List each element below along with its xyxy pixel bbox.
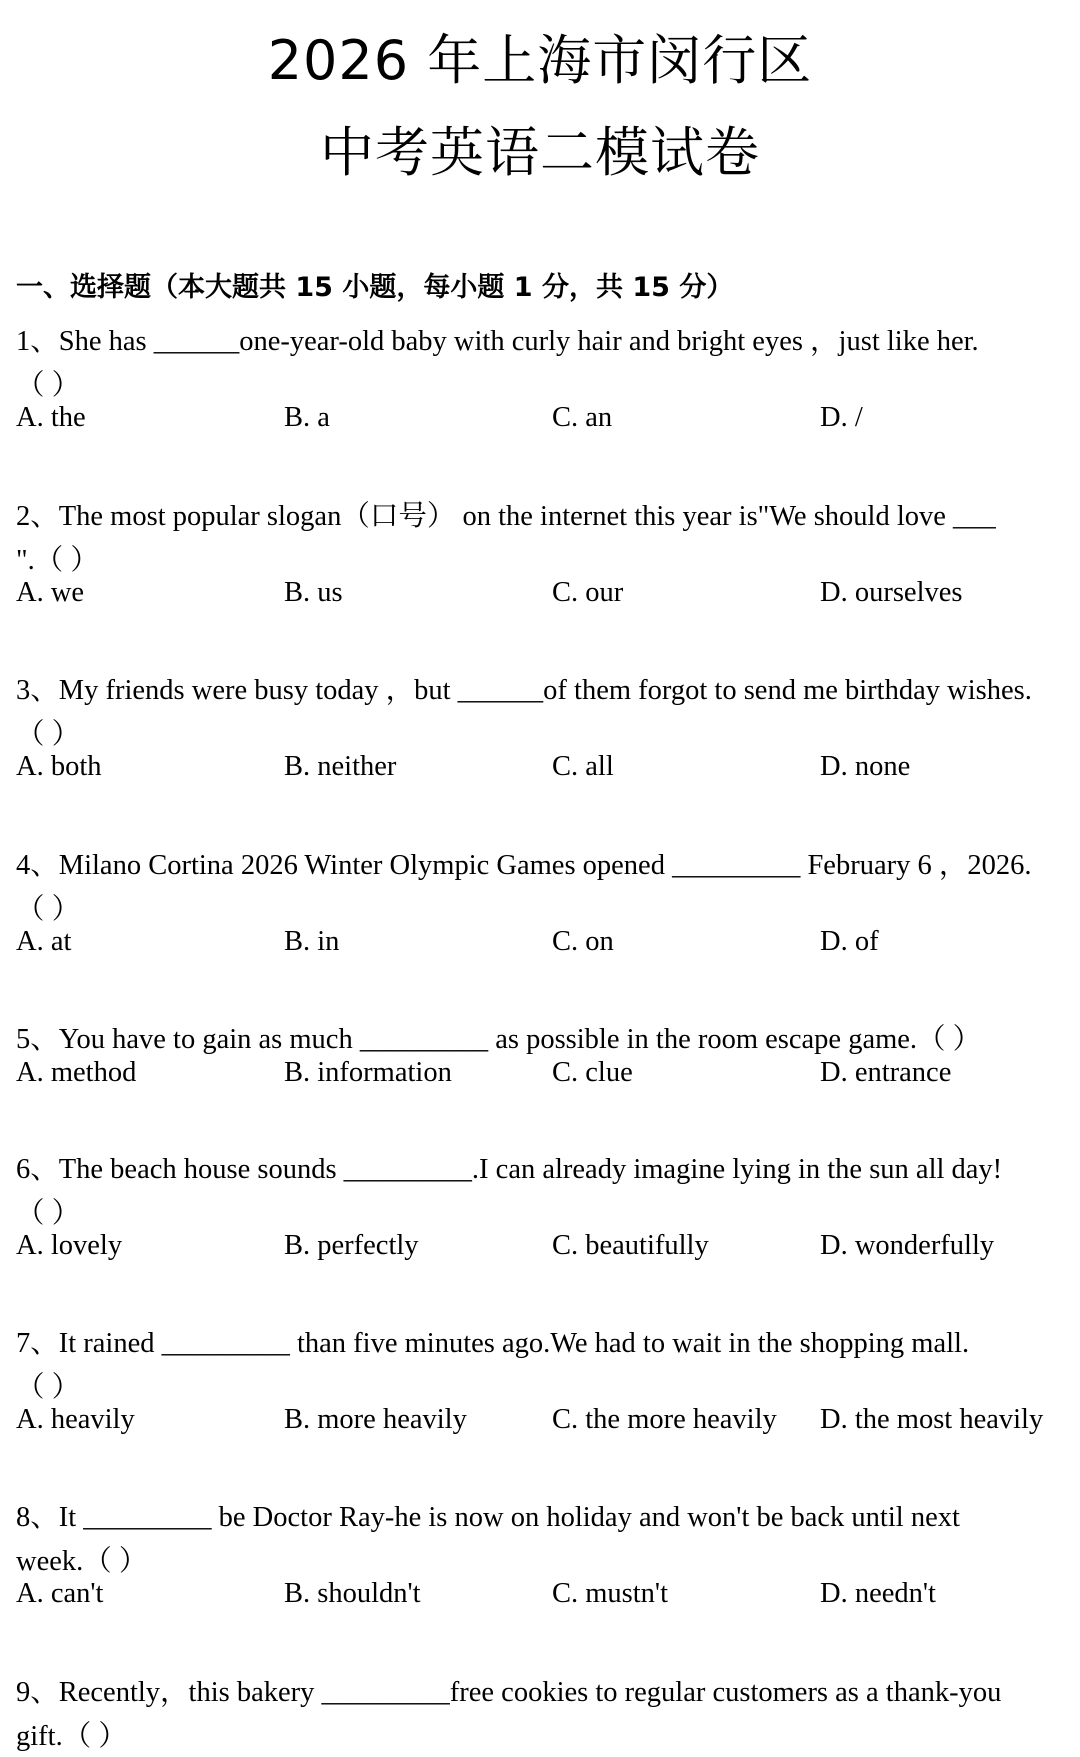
question-7-option-b[interactable]: B. more heavily <box>284 1404 467 1435</box>
question-1-option-d[interactable]: D. / <box>820 402 863 433</box>
question-6-option-a[interactable]: A. lovely <box>16 1230 123 1261</box>
question-6-stem: 6、The beach house sounds _________.I can already imagine lying in the sun all day! <box>16 1154 1003 1185</box>
question-1-answer-paren: （ ） <box>16 370 81 401</box>
question-1-stem: 1、She has ______one-year-old baby with curly hair and bright eyes ，just like her. <box>16 326 979 357</box>
question-3-answer-paren: （ ） <box>16 719 81 750</box>
question-3-stem: 3、My friends were busy today ，but ______of them forgot to send me birthday wishes. <box>16 675 1032 706</box>
question-7-option-c[interactable]: C. the more heavily <box>552 1404 777 1435</box>
question-7-option-d[interactable]: D. the most heavily <box>820 1404 1044 1435</box>
question-4-option-c[interactable]: C. on <box>552 926 614 957</box>
question-3-option-b[interactable]: B. neither <box>284 751 397 782</box>
exam-title-line2: 中考英语二模试卷 <box>320 121 760 184</box>
question-8-option-c[interactable]: C. mustn't <box>552 1578 668 1609</box>
question-7-answer-paren: （ ） <box>16 1372 81 1403</box>
question-1-option-c[interactable]: C. an <box>552 402 613 433</box>
question-4-answer-paren: （ ） <box>16 894 81 925</box>
question-8-stem-continued: week.（ ） <box>16 1546 148 1577</box>
question-2-stem: 2、The most popular slogan（口号） on the internet this year is"We should love ___ <box>16 501 996 532</box>
question-6-answer-paren: （ ） <box>16 1198 81 1229</box>
question-3-option-a[interactable]: A. both <box>16 751 102 782</box>
question-3-option-d[interactable]: D. none <box>820 751 911 782</box>
question-9-stem-continued: gift.（ ） <box>16 1721 127 1752</box>
question-4-option-b[interactable]: B. in <box>284 926 340 957</box>
question-8-option-d[interactable]: D. needn't <box>820 1578 936 1609</box>
exam-title-line1: 2026 年上海市闵行区 <box>267 29 813 92</box>
question-5-option-c[interactable]: C. clue <box>552 1057 633 1088</box>
question-5-stem: 5、You have to gain as much _________ as possible in the room escape game.（ ） <box>16 1024 982 1055</box>
question-2-option-c[interactable]: C. our <box>552 577 624 608</box>
question-5-option-b[interactable]: B. information <box>284 1057 452 1088</box>
question-6-option-d[interactable]: D. wonderfully <box>820 1230 995 1261</box>
question-6-option-b[interactable]: B. perfectly <box>284 1230 419 1261</box>
question-5-option-a[interactable]: A. method <box>16 1057 137 1088</box>
question-7-stem: 7、It rained _________ than five minutes ago.We had to wait in the shopping mall. <box>16 1328 970 1359</box>
question-2-stem-continued: ".（ ） <box>16 545 99 576</box>
question-3-option-c[interactable]: C. all <box>552 751 614 782</box>
question-2-option-a[interactable]: A. we <box>16 577 85 608</box>
section-heading: 一、选择题（本大题共 15 小题，每小题 1 分，共 15 分） <box>16 272 734 303</box>
question-4-stem: 4、Milano Cortina 2026 Winter Olympic Games opened _________ February 6 ，2026. <box>16 850 1032 881</box>
question-8-option-a[interactable]: A. can't <box>16 1578 104 1609</box>
question-2-option-d[interactable]: D. ourselves <box>820 577 963 608</box>
question-1-option-b[interactable]: B. a <box>284 402 330 433</box>
question-1-option-a[interactable]: A. the <box>16 402 86 433</box>
question-8-option-b[interactable]: B. shouldn't <box>284 1578 421 1609</box>
question-9-stem: 9、Recently，this bakery _________free cookies to regular customers as a thank-you <box>16 1677 1002 1708</box>
question-8-stem: 8、It _________ be Doctor Ray-he is now on holiday and won't be back until next <box>16 1502 960 1533</box>
question-4-option-a[interactable]: A. at <box>16 926 72 957</box>
question-2-option-b[interactable]: B. us <box>284 577 343 608</box>
question-6-option-c[interactable]: C. beautifully <box>552 1230 709 1261</box>
question-5-option-d[interactable]: D. entrance <box>820 1057 952 1088</box>
question-7-option-a[interactable]: A. heavily <box>16 1404 135 1435</box>
question-4-option-d[interactable]: D. of <box>820 926 879 957</box>
